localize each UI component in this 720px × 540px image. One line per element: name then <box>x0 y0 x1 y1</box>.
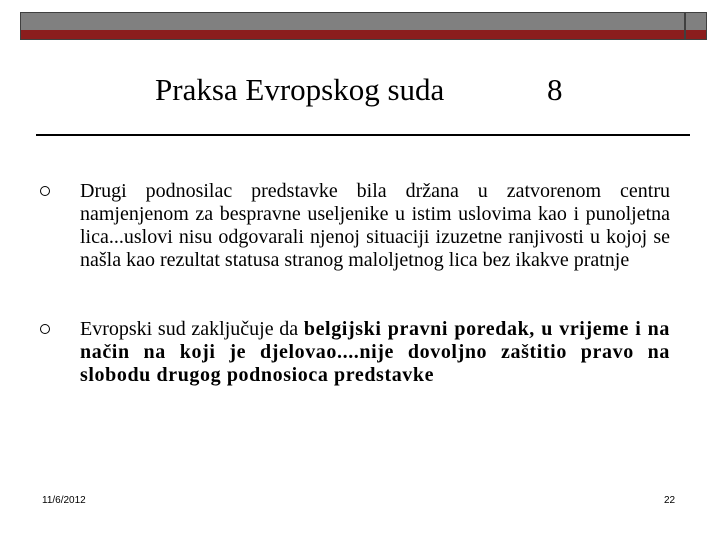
bullet-icon <box>40 324 50 334</box>
header-box-red-band <box>686 30 706 39</box>
bullet-icon <box>40 186 50 196</box>
header-decorative-bar <box>20 12 685 40</box>
footer-date: 11/6/2012 <box>42 495 86 506</box>
footer-page-number: 22 <box>664 495 676 506</box>
bullet-item-1: Drugi podnosilac predstavke bila držana u zatvorenom centru namjenjenom za bespravne useljenike u istim uslovima kao i punoljetna lica...uslovi nisu odgovarali njenoj situaciji izuzetne ranjivosti u kojoj se našla kao rezultat statusa stranog maloljetnog lica bez ikakve pratnje <box>80 180 670 271</box>
bullet-item-2-bold: belgijski pravni poredak, u vrijeme i na način na koji je djelovao....nije dovoljno zaštitio pravo na slobodu drugog podnosioca predstavke <box>80 318 670 386</box>
header-bar-red-band <box>21 30 684 39</box>
header-bar-gray-band <box>21 13 684 30</box>
slide-title: Praksa Evropskog suda <box>155 72 445 107</box>
bullet-item-2-plain: Evropski sud zaključuje da <box>80 318 304 340</box>
header-box-gray-band <box>686 13 706 30</box>
bullet-item-2 <box>80 318 670 387</box>
header-decorative-box <box>685 12 707 40</box>
title-divider <box>36 134 690 136</box>
slide-title-number: 8 <box>547 72 563 107</box>
